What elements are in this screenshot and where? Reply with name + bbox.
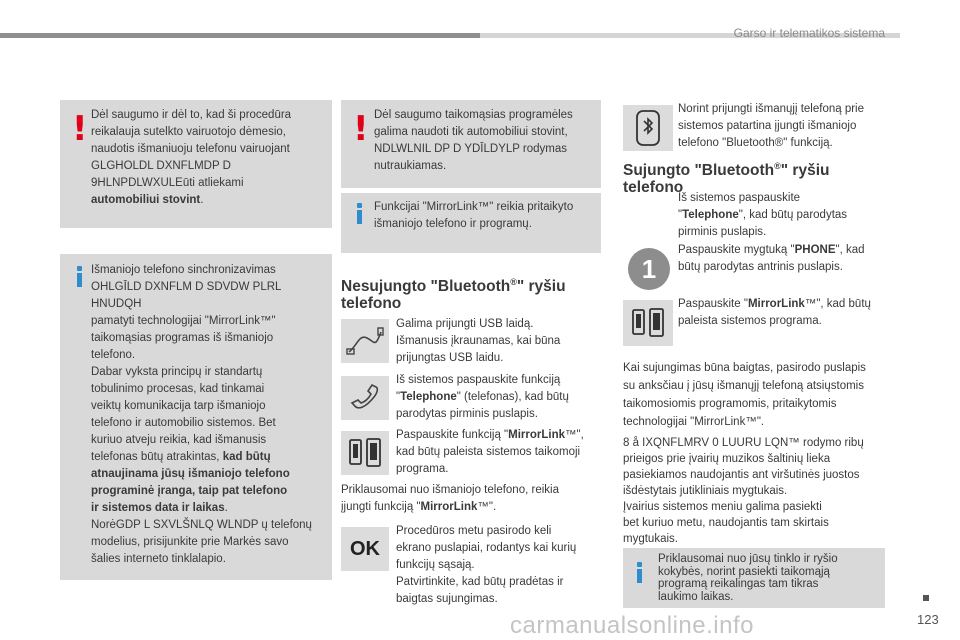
warning-box-driving [60, 100, 332, 228]
warning-line: Dėl saugumo taikomąsias programėles [374, 109, 573, 121]
step-line: Iš sistemos paspauskite funkciją [396, 374, 561, 386]
info-line: veiktų komunikacija tarp išmaniojo [91, 400, 266, 412]
warning-line: NDLWLNIL DP D YDĪLDYLP rodymas [374, 143, 568, 155]
heading-text: telefono [341, 295, 402, 313]
paragraph-emphasis: MirrorLink [420, 501, 478, 513]
step-line: pirminis puslapis. [678, 226, 767, 238]
step-line: Norint prijungti išmanųjį telefoną prie [678, 103, 865, 115]
paragraph-line: ™". [477, 501, 497, 513]
section-title: Garso ir telematikos sistema [733, 26, 885, 40]
heading-text: " ryšiu [516, 278, 566, 296]
exclamation-icon: ! [353, 109, 369, 149]
warning-line: galima naudoti tik automobiliui stovint, [374, 126, 568, 138]
step-line: Paspauskite mygtuką " [678, 244, 795, 256]
info-box-network [623, 548, 885, 608]
info-line: Išmaniojo telefono sinchronizavimas [91, 264, 276, 276]
info-line: telefono. [91, 349, 136, 361]
step-line: paleista sistemos programa. [678, 315, 822, 327]
info-line: kokybės, norint pasiekti taikomąją [658, 565, 830, 578]
usb-cable-icon [341, 319, 389, 363]
page-number: 123 [917, 612, 939, 627]
ok-label: OK [350, 537, 380, 560]
heading-text: Sujungto "Bluetooth [623, 162, 775, 180]
heading-sup: ® [510, 277, 517, 287]
step-line: Patvirtinkite, kad būtų pradėtas ir [396, 576, 564, 588]
paragraph-line: technologijai "MirrorLink™". [623, 416, 765, 428]
paragraph-line: Kai sujungimas būna baigtas, pasirodo puslapis [623, 362, 866, 374]
warning-tail: . [200, 194, 204, 206]
info-line: Funkcijai "MirrorLink™" reikia pritaikyto [374, 201, 574, 213]
info-line: modelius, prisijunkite prie Markės savo [91, 536, 289, 548]
step-line: parodytas pirminis puslapis. [396, 408, 538, 420]
info-line: kuriuo atveju reikia, kad išmanusis [91, 434, 267, 446]
info-line: pamatyti technologijai "MirrorLink™" [91, 315, 276, 327]
paragraph-line: Įvairius sistemos meniu galima pasiekti [623, 501, 822, 513]
step-line: Iš sistemos paspauskite [678, 192, 801, 204]
info-box-sync [60, 254, 332, 580]
step-line: prijungtas USB laidu. [396, 352, 504, 364]
warning-line: GLGHOLDL DXNFLMDP D [91, 160, 231, 172]
step-line: ", kad būtų parodytas [738, 209, 848, 221]
step-line: Paspauskite funkciją " [396, 429, 509, 441]
step-line: baigtas sujungimas. [396, 593, 498, 605]
info-icon [357, 203, 362, 224]
watermark: carmanualsonline.info [510, 612, 754, 639]
mirrorlink-icon [341, 431, 389, 475]
ok-icon [341, 527, 389, 571]
paragraph-line: prieigos prie įvairių muzikos šaltinių lieka [623, 453, 831, 465]
info-icon [77, 266, 82, 287]
heading-unpaired [341, 274, 601, 312]
step-line: ™", [565, 429, 584, 441]
step-line: kad būtų paleista sistemos taikomoji [396, 446, 581, 458]
step-line: ", kad [835, 244, 865, 256]
info-line: OHLGĪLD DXNFLM D SDVDW PLRL HNUDQH [91, 281, 281, 310]
step-line: ™", kad būtų [804, 298, 871, 310]
heading-text: " ryšiu [780, 162, 830, 180]
bluetooth-phone-icon [623, 105, 673, 151]
header-bar-dark [0, 33, 480, 38]
step-line: " (telefonas), kad būtų [456, 391, 569, 403]
warning-line: reikalauja sutelkto vairuotojo dėmesio, [91, 126, 286, 138]
info-line: Priklausomai nuo jūsų tinklo ir ryšio [658, 553, 838, 565]
paragraph-line: 8 å IXQNFLMRV 0 LUURU LQN™ rodymo ribų [623, 437, 864, 449]
phone-icon [341, 376, 389, 420]
heading-text: telefono [623, 179, 684, 197]
paragraph-line: mygtukais. [623, 533, 678, 545]
info-emphasis: atnaujinama jūsų išmaniojo telefono [91, 468, 290, 480]
step-quote: " [678, 209, 683, 221]
info-line: telefonas būtų atrakintas, [91, 451, 223, 463]
step-line: Paspauskite " [678, 298, 748, 310]
step-line: funkcijų sąsają. [396, 559, 475, 571]
paragraph-line: taikomosiomis programomis, pritaikytomis [623, 398, 837, 410]
warning-line: nutraukiamas. [374, 160, 447, 172]
exclamation-icon: ! [72, 109, 88, 149]
paragraph-line: įjungti funkciją " [341, 501, 421, 513]
info-line: laukimo laikas. [658, 590, 734, 603]
warning-emphasis: automobiliui stovint [91, 194, 201, 206]
warning-line: 9HLNPDLWXULEūti atliekami [91, 177, 244, 189]
step-emphasis: Telephone [400, 391, 457, 403]
chapter-badge: 1 [628, 248, 670, 290]
step-line: programa. [396, 463, 449, 475]
info-tail: . [224, 502, 228, 514]
info-line: telefono ir automobilio sistemos. Bet [91, 417, 276, 429]
paragraph-line: bet kuriuo metu, naudojantis tam skirtais [623, 517, 829, 529]
step-line: telefono "Bluetooth®" funkciją. [678, 137, 833, 149]
info-line: NorėGDP L SXVLŠNLQ WLNDP ų telefonų [91, 519, 312, 531]
step-line: ekrano puslapiai, rodantys kai kurių [396, 542, 577, 554]
info-line: išmaniojo telefono ir programų. [374, 218, 532, 230]
heading-sup: ® [774, 161, 781, 171]
end-marker [923, 595, 929, 601]
info-line: šalies interneto tinklalapio. [91, 553, 226, 565]
info-emphasis: programinė įranga, taip pat telefono [91, 485, 288, 497]
warning-box-apps [341, 100, 601, 188]
heading-text: Nesujungto "Bluetooth [341, 278, 511, 296]
info-icon [637, 562, 642, 583]
step-emphasis: MirrorLink [747, 298, 805, 310]
step-line: būtų parodytas antrinis puslapis. [678, 261, 843, 273]
step-line: Išmanusis įkraunamas, kai būna [396, 335, 561, 347]
info-line: taikomąsias programas iš išmaniojo [91, 332, 274, 344]
paragraph-line: Priklausomai nuo išmaniojo telefono, reikia [341, 484, 559, 496]
info-line: tobulinimo procesas, kad tinkamai [91, 383, 265, 395]
step-emphasis: PHONE [794, 244, 836, 256]
paragraph-line: išdėstytais jutikliniais mygtukais. [623, 485, 788, 497]
step-line: Procedūros metu pasirodo keli [396, 525, 552, 537]
step-quote: " [396, 391, 401, 403]
info-emphasis: ir sistemos data ir laikas [91, 502, 225, 514]
info-line: programą reikalingas tam tikras [658, 578, 819, 590]
info-box-mirrorlink [341, 193, 601, 253]
step-line: sistemos patartina įjungti išmaniojo [678, 120, 857, 132]
step-emphasis: MirrorLink [508, 429, 565, 441]
paragraph-line: pasiekiamos naudojantis ant viršutinės juostos [623, 469, 860, 481]
paragraph-line: su anksčiau į jūsų išmanųjį telefoną atsiųstomis [623, 380, 864, 392]
step-emphasis: Telephone [682, 209, 739, 221]
mirrorlink-icon [623, 300, 673, 346]
info-emphasis: kad būtų [222, 451, 271, 463]
step-line: Galima prijungti USB laidą. [396, 318, 534, 330]
warning-line: Dėl saugumo ir dėl to, kad ši procedūra [91, 109, 292, 121]
info-line: Dabar vyksta principų ir standartų [91, 366, 263, 378]
warning-line: naudotis išmaniuoju telefonu vairuojant [91, 143, 290, 155]
